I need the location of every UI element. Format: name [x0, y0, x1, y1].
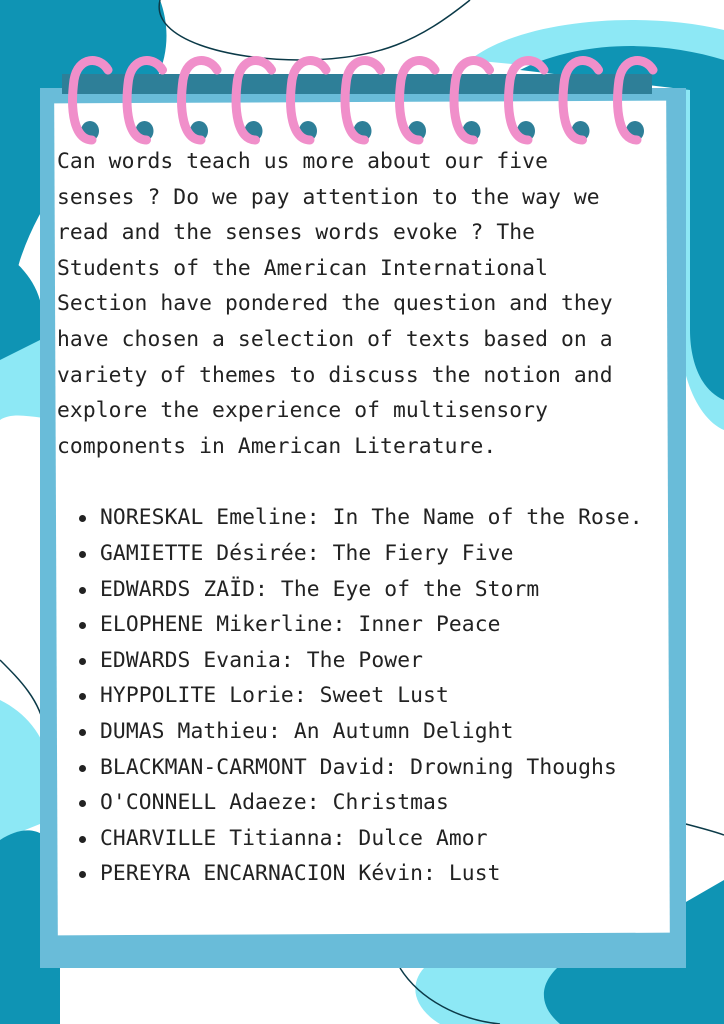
- list-item: [100, 643, 667, 679]
- bullet-icon: [79, 836, 86, 843]
- bullet-icon: [79, 587, 86, 594]
- list-item: [100, 678, 667, 714]
- list-item: [100, 714, 667, 750]
- list-item: [100, 536, 667, 572]
- intro-paragraph: Can words teach us more about our five senses ? Do we pay attention to the way we read and the senses words evoke ? The Students of the American International Section have pondered the question and they have chosen a selection of texts based on a variety of themes to discuss the notion and explore the experience of multisensory components in American Literature.: [57, 149, 613, 459]
- work-entry: ELOPHENE Mikerline: Inner Peace: [100, 612, 501, 638]
- work-entry: BLACKMAN-CARMONT David: Drowning Thoughs: [100, 754, 617, 780]
- bullet-icon: [79, 658, 86, 665]
- page-content: [57, 144, 667, 892]
- list-item: [100, 856, 667, 892]
- work-entry: O'CONNELL Adaeze: Christmas: [100, 790, 449, 816]
- bullet-icon: [79, 551, 86, 558]
- bullet-icon: [79, 622, 86, 629]
- list-item: [100, 750, 667, 786]
- list-item: [100, 572, 667, 608]
- bullet-icon: [79, 765, 86, 772]
- work-entry: DUMAS Mathieu: An Autumn Delight: [100, 718, 514, 744]
- works-list: [57, 500, 667, 892]
- list-item: [100, 821, 667, 857]
- work-entry: HYPPOLITE Lorie: Sweet Lust: [100, 683, 449, 709]
- work-entry: GAMIETTE Désirée: The Fiery Five: [100, 540, 514, 566]
- list-item: [100, 607, 667, 643]
- bullet-icon: [79, 729, 86, 736]
- bullet-icon: [79, 800, 86, 807]
- spiral-binding: [0, 0, 724, 160]
- list-item: [100, 500, 667, 536]
- bullet-icon: [79, 515, 86, 522]
- bullet-icon: [79, 693, 86, 700]
- work-entry: EDWARDS ZAÏD: The Eye of the Storm: [100, 576, 540, 602]
- work-entry: EDWARDS Evania: The Power: [100, 647, 424, 673]
- list-item: [100, 785, 667, 821]
- bullet-icon: [79, 871, 86, 878]
- work-entry: NORESKAL Emeline: In The Name of the Rose.: [100, 505, 643, 531]
- work-entry: PEREYRA ENCARNACION Kévin: Lust: [100, 861, 501, 887]
- work-entry: CHARVILLE Titianna: Dulce Amor: [100, 825, 488, 851]
